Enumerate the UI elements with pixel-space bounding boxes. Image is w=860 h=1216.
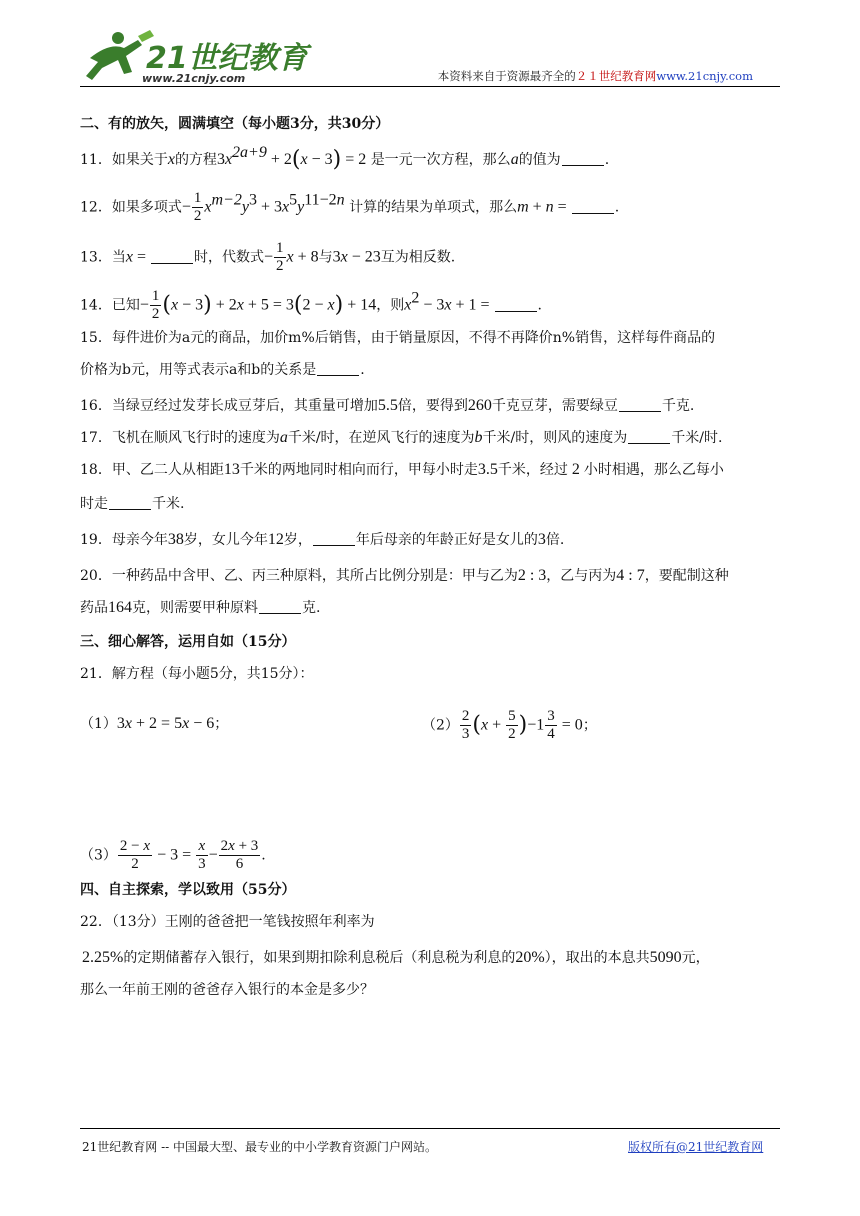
- header-note: 本资料来自于资源最齐全的２１世纪教育网www.21cnjy.com: [437, 69, 753, 83]
- section-2-title: 二、有的放矢，圆满填空（每小题3分，共30分）: [80, 116, 390, 132]
- question-22-line-1: 22．（13分）王刚的爸爸把一笔钱按照年利率为: [80, 914, 375, 930]
- question-21-part-2: （2） $\frac{2}{3}$ (x + $\frac{5}{2}$ )−1 $\frac{3}{4}$ = 0；: [422, 708, 597, 742]
- question-18-line-2: 时走 千米.: [80, 496, 185, 512]
- footer-divider: [80, 1128, 780, 1129]
- header-site-name[interactable]: ２１世纪教育网: [575, 69, 657, 83]
- answer-blank[interactable]: [313, 531, 355, 546]
- answer-blank[interactable]: [317, 361, 359, 376]
- logo-text: 21世纪教育: [146, 41, 308, 76]
- question-21-intro: 21．解方程（每小题5分，共15分）：: [80, 666, 314, 682]
- footer-copyright-link[interactable]: 版权所有@21世纪教育网: [628, 1140, 764, 1154]
- question-20-line-1: 20．一种药品中含甲、乙、丙三种原料，其所占比例分别是：甲与乙为2 : 3，乙与丙为4 : 7，要配制这种: [80, 567, 729, 584]
- question-11: 11．如果关于x的方程$3x^{2a+9} + 2(x - 3) = 2$ 是一元一次方程，那么a的值为 .: [80, 144, 610, 172]
- answer-blank[interactable]: [259, 599, 301, 614]
- question-22-line-2: 2.25%的定期储蓄存入银行，如果到期扣除利息税后（利息税为利息的20%），取出的本息共5090元，: [82, 949, 710, 966]
- question-12: 12．如果多项式− $\frac{1}{2}$ $x^{m-2}y^3 + 3x^5y^{11-2n}$ 计算的结果为单项式，那么m + n = .: [80, 190, 620, 224]
- answer-blank[interactable]: [572, 199, 614, 214]
- question-21-part-1: （1）3x + 2 = 5x − 6；: [80, 715, 229, 732]
- question-19: 19．母亲今年38岁，女儿今年12岁， 年后母亲的年龄正好是女儿的3倍.: [80, 531, 565, 548]
- question-20-line-2: 药品164克，则需要甲种原料 克.: [80, 599, 321, 616]
- answer-blank[interactable]: [628, 429, 670, 444]
- question-15-line-1: 15．每件进价为a元的商品，加价m%后销售，由于销量原因，不得不再降价n%销售，这样每件商品的: [80, 330, 716, 346]
- section-4-title: 四、自主探索，学以致用（55分）: [80, 882, 296, 898]
- question-17: 17．飞机在顺风飞行时的速度为a千米/时，在逆风飞行的速度为b千米/时，则风的速度为 千米/时.: [80, 429, 723, 446]
- question-14: 14．已知− $\frac{1}{2}$ (x − 3) + 2x + 5 = 3(2 − x) + 14，则$x^2 - 3x + 1$ = .: [80, 288, 542, 322]
- question-16: 16．当绿豆经过发芽长成豆芽后，其重量可增加5.5倍，要得到260千克豆芽，需要绿豆 千克.: [80, 397, 695, 414]
- question-18-line-1: 18．甲、乙二人从相距13千米的两地同时相向而行，甲每小时走3.5千米，经过 2 小时相遇，那么乙每小: [80, 461, 724, 478]
- answer-blank[interactable]: [109, 495, 151, 510]
- answer-blank[interactable]: [151, 249, 193, 264]
- question-15-line-2: 价格为b元，用等式表示a和b的关系是 .: [80, 362, 365, 378]
- question-22-line-3: 那么一年前王刚的爸爸存入银行的本金是多少？: [80, 982, 374, 998]
- question-21-part-3: （3） $\frac{2 - x}{2}$ − 3 = $\frac{x}{3}$ − $\frac{2x + 3}{6}$ .: [80, 838, 266, 872]
- footer-slogan: 21世纪教育网 -- 中国最大型、最专业的中小学教育资源门户网站。: [82, 1140, 438, 1154]
- answer-blank[interactable]: [495, 297, 537, 312]
- header-site-url[interactable]: www.21cnjy.com: [656, 69, 753, 83]
- logo-url: www.21cnjy.com: [142, 72, 246, 85]
- question-13: 13．当x = 时，代数式− $\frac{1}{2}$ x + 8与3x − 23互为相反数.: [80, 240, 456, 274]
- answer-blank[interactable]: [619, 397, 661, 412]
- answer-blank[interactable]: [562, 151, 604, 166]
- header-divider: [80, 86, 780, 87]
- section-3-title: 三、细心解答，运用自如（15分）: [80, 634, 296, 650]
